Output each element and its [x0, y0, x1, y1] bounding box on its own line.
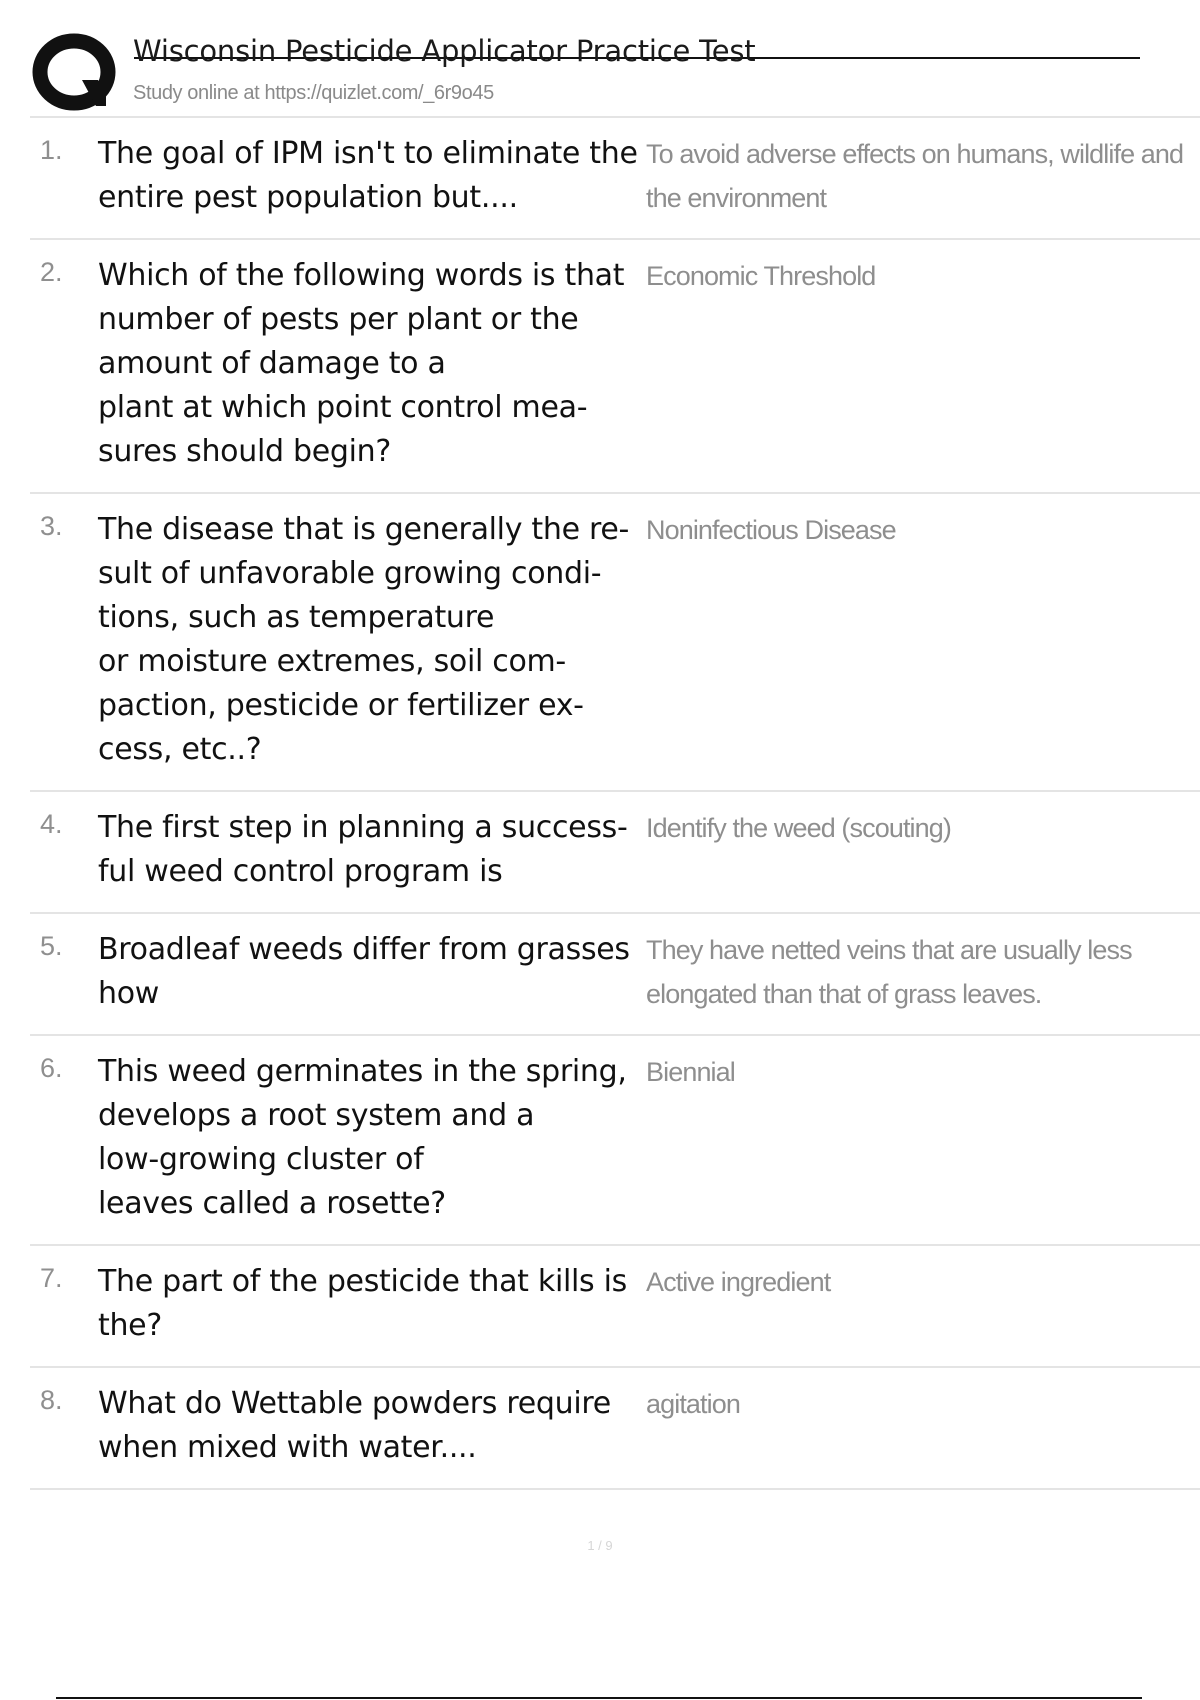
card-definition: Identify the weed (scouting): [646, 813, 951, 843]
card-term: The disease that is generally the re- sult of unfavorable growing condi- tions, such as temperature or moisture extremes, soil com- paction, pesticide or fertilizer ex- cess, etc..?: [98, 512, 630, 767]
card-term: This weed germinates in the spring, develops a root system and a low-growing cluster of leaves called a rosette?: [98, 1054, 627, 1221]
flashcard-row: [30, 1036, 1200, 1246]
flashcard-list: [30, 118, 1200, 1490]
card-number: 7.: [40, 1263, 63, 1293]
card-definition: agitation: [646, 1389, 740, 1419]
quizlet-logo-icon: [32, 32, 140, 112]
card-number: 8.: [40, 1385, 63, 1415]
page-header: [30, 30, 1140, 116]
flashcard-row: [30, 792, 1200, 914]
card-definition: Economic Threshold: [646, 261, 876, 291]
card-definition: Noninfectious Disease: [646, 515, 896, 545]
card-definition: To avoid adverse effects on humans, wildlife and the environment: [646, 139, 1184, 213]
card-number: 1.: [40, 135, 63, 165]
page-title: Wisconsin Pesticide Applicator Practice Test: [133, 34, 756, 68]
card-number: 3.: [40, 511, 63, 541]
card-number: 2.: [40, 257, 63, 287]
study-online-link[interactable]: Study online at https://quizlet.com/_6r9o45: [133, 82, 494, 104]
page-number: 1 / 9: [587, 1538, 613, 1553]
flashcard-row: [30, 494, 1200, 792]
card-term: The first step in planning a success- ful weed control program is: [98, 810, 628, 889]
card-definition: Biennial: [646, 1057, 735, 1087]
card-definition: Active ingredient: [646, 1267, 831, 1297]
flashcard-row: [30, 118, 1200, 240]
card-term: The goal of IPM isn't to eliminate the entire pest population but....: [98, 136, 638, 215]
flashcard-row: [30, 240, 1200, 494]
card-term: The part of the pesticide that kills is the?: [98, 1264, 627, 1343]
card-number: 5.: [40, 931, 63, 961]
card-term: What do Wettable powders require when mixed with water....: [98, 1386, 611, 1465]
card-term: Broadleaf weeds differ from grasses how: [98, 932, 630, 1011]
flashcard-row: [30, 914, 1200, 1036]
flashcard-row: [30, 1246, 1200, 1368]
card-number: 4.: [40, 809, 63, 839]
footer-rule: [56, 1697, 1142, 1699]
card-number: 6.: [40, 1053, 63, 1083]
card-term: Which of the following words is that number of pests per plant or the amount of damage to a plant at which point control mea- sures should begin?: [98, 258, 625, 469]
card-definition: They have netted veins that are usually less elongated than that of grass leaves.: [646, 935, 1132, 1009]
flashcard-row: [30, 1368, 1200, 1490]
